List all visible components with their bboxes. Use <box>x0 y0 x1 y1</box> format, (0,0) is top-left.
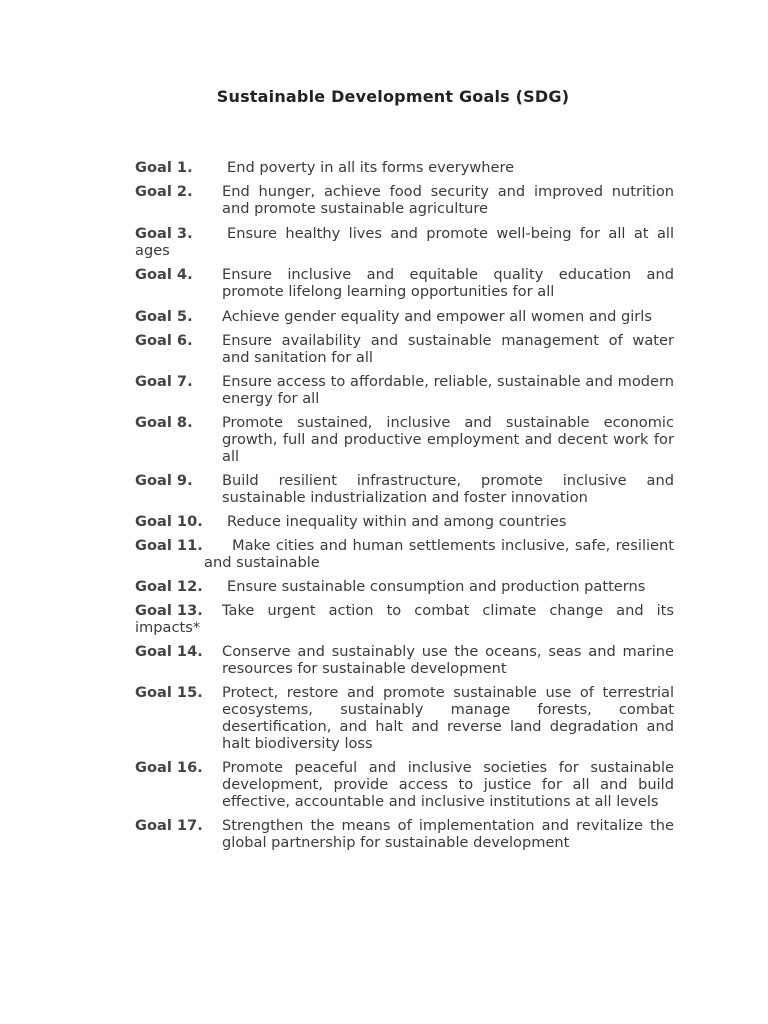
goal-item <box>135 684 674 752</box>
goal-text: Protect, restore and promote sustainable use of terrestrial ecosystems, sustainably manage forests, combat desertification, and halt and reverse land degradation and halt biodiversity loss <box>222 684 674 752</box>
goal-text: Ensure inclusive and equitable quality education and promote lifelong learning opportunities for all <box>222 266 674 300</box>
goal-item <box>135 643 674 677</box>
goal-item <box>135 817 674 851</box>
goal-text: Promote peaceful and inclusive societies for sustainable development, provide access to justice for all and build effective, accountable and inclusive institutions at all levels <box>222 759 674 810</box>
goal-label: Goal 9. <box>135 472 193 489</box>
goal-text: Reduce inequality within and among countries <box>227 513 567 530</box>
goal-label: Goal 14. <box>135 643 203 660</box>
goal-text: End poverty in all its forms everywhere <box>227 159 515 176</box>
goal-item <box>135 159 674 176</box>
goal-label: Goal 12. <box>135 578 203 595</box>
goal-text: Strengthen the means of implementation and revitalize the global partnership for sustainable development <box>222 817 674 851</box>
goal-label: Goal 13. <box>135 602 203 619</box>
goal-label: Goal 1. <box>135 159 193 176</box>
goal-item <box>135 308 674 325</box>
goal-text: Promote sustained, inclusive and sustainable economic growth, full and productive employment and decent work for all <box>222 414 674 465</box>
goal-label: Goal 16. <box>135 759 203 776</box>
goal-label: Goal 6. <box>135 332 193 349</box>
goal-label: Goal 8. <box>135 414 193 431</box>
goal-item <box>135 183 674 217</box>
goal-text: Take urgent action to combat climate change and its impacts* <box>135 602 674 636</box>
goal-text: Ensure availability and sustainable management of water and sanitation for all <box>222 332 674 366</box>
goal-item <box>135 414 674 465</box>
goal-label: Goal 2. <box>135 183 193 200</box>
goal-text: Conserve and sustainably use the oceans, seas and marine resources for sustainable development <box>222 643 674 677</box>
goal-text: Ensure access to affordable, reliable, sustainable and modern energy for all <box>222 373 674 407</box>
goal-item <box>135 578 674 595</box>
goal-label: Goal 7. <box>135 373 193 390</box>
goal-text: Build resilient infrastructure, promote inclusive and sustainable industrialization and foster innovation <box>222 472 674 506</box>
goal-label: Goal 3. <box>135 225 193 242</box>
goal-text: End hunger, achieve food security and improved nutrition and promote sustainable agriculture <box>222 183 674 217</box>
goal-label: Goal 5. <box>135 308 193 325</box>
goal-item <box>135 225 674 259</box>
goal-item <box>135 537 674 571</box>
goal-label: Goal 10. <box>135 513 203 530</box>
goal-text: Ensure sustainable consumption and production patterns <box>227 578 646 595</box>
goal-label: Goal 11. <box>135 537 203 554</box>
goal-text: Ensure healthy lives and promote well-being for all at all ages <box>135 225 674 259</box>
goal-item <box>135 266 674 300</box>
goal-item <box>135 373 674 407</box>
goal-label: Goal 15. <box>135 684 203 701</box>
goal-item <box>135 332 674 366</box>
goal-label: Goal 4. <box>135 266 193 283</box>
goal-label: Goal 17. <box>135 817 203 834</box>
goal-item <box>135 759 674 810</box>
goal-text: Achieve gender equality and empower all women and girls <box>222 308 652 325</box>
goals-list <box>135 159 674 858</box>
document-title: Sustainable Development Goals (SDG) <box>216 87 570 106</box>
goal-text: Make cities and human settlements inclusive, safe, resilient and sustainable <box>204 537 674 571</box>
goal-item <box>135 513 674 530</box>
goal-item <box>135 472 674 506</box>
goal-item <box>135 602 674 636</box>
